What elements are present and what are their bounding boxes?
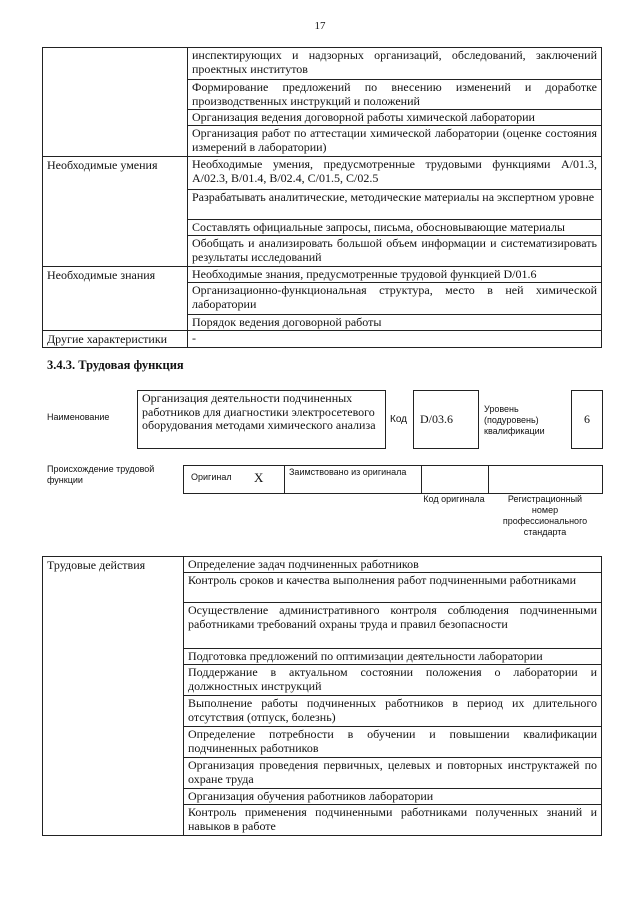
borrowed-label: Заимствовано из оригинала — [289, 467, 407, 477]
section-heading: 3.4.3. Трудовая функция — [47, 358, 184, 372]
level-label: Уровень (подуровень) квалификации — [484, 404, 545, 436]
list-item: Контроль применения подчиненными работниками полученных знаний и навыков в работе — [184, 805, 602, 836]
list-item: Контроль сроков и качества выполнения работ подчиненными работниками — [184, 573, 602, 603]
list-item: - — [188, 331, 602, 348]
row-label-other: Другие характеристики — [43, 331, 188, 348]
list-item: Организация работ по аттестации химической лаборатории (оценке состояния измерений в лаборатории) — [188, 126, 602, 157]
requirements-table — [42, 47, 602, 348]
function-name-box — [137, 390, 386, 449]
origin-label: Происхождение трудовой функции — [47, 464, 155, 485]
list-item: Разрабатывать аналитические, методические материалы на экспертном уровне — [188, 190, 602, 220]
original-label: Оригинал — [191, 472, 232, 482]
level-box — [571, 390, 603, 449]
original-mark: X — [254, 470, 264, 485]
row-label-labor-actions: Трудовые действия — [43, 557, 184, 836]
list-item: Формирование предложений по внесению изменений и доработке производственных инструкций и положений — [188, 80, 602, 110]
labor-actions-table — [42, 556, 602, 836]
list-item: Необходимые знания, предусмотренные трудовой функцией D/01.6 — [188, 267, 602, 283]
list-item: Организация обучения работников лаборатории — [184, 789, 602, 805]
list-item: Подготовка предложений по оптимизации деятельности лаборатории — [184, 649, 602, 665]
list-item: Порядок ведения договорной работы — [188, 315, 602, 331]
list-item: Организация проведения первичных, целевых и повторных инструктажей по охране труда — [184, 758, 602, 789]
code-original-caption: Код оригинала — [423, 494, 485, 504]
name-label: Наименование — [47, 412, 110, 422]
function-name: Организация деятельности подчиненных работников для диагностики электросетевого оборудования методами химического анализа — [142, 391, 376, 432]
origin-divider — [284, 465, 285, 493]
level-value: 6 — [584, 412, 590, 426]
list-item: Поддержание в актуальном состоянии положения о лаборатории и должностных инструкций — [184, 665, 602, 696]
list-item: Организация ведения договорной работы химической лаборатории — [188, 110, 602, 126]
list-item: Определение потребности в обучении и повышении квалификации подчиненных работников — [184, 727, 602, 758]
code-label: Код — [390, 414, 408, 425]
origin-divider — [421, 465, 422, 493]
list-item: инспектирующих и надзорных организаций, обследований, заключений проектных институтов — [188, 48, 602, 80]
list-item: Организационно-функциональная структура, место в ней химической лаборатории — [188, 283, 602, 315]
code-box — [413, 390, 479, 449]
page-number: 17 — [314, 20, 326, 32]
list-item: Выполнение работы подчиненных работников в период их длительного отсутствия (отпуск, болезнь) — [184, 696, 602, 727]
row-label-knowledge: Необходимые знания — [43, 267, 188, 331]
row-label-continued — [43, 48, 188, 157]
reg-number-caption: Регистрационный номер профессионального стандарта — [502, 494, 588, 537]
code-value: D/03.6 — [420, 412, 453, 426]
row-label-skills: Необходимые умения — [43, 157, 188, 267]
list-item: Составлять официальные запросы, письма, обосновывающие материалы — [188, 220, 602, 236]
list-item: Осуществление административного контроля соблюдения подчиненными работниками требований охраны труда и правил безопасности — [184, 603, 602, 649]
list-item: Обобщать и анализировать большой объем информации и систематизировать результаты исследований — [188, 236, 602, 267]
list-item: Определение задач подчиненных работников — [184, 557, 602, 573]
origin-divider — [488, 465, 489, 493]
list-item: Необходимые умения, предусмотренные трудовыми функциями А/01.3, А/02.3, В/01.4, В/02.4, С/01.5, С/02.5 — [188, 157, 602, 190]
